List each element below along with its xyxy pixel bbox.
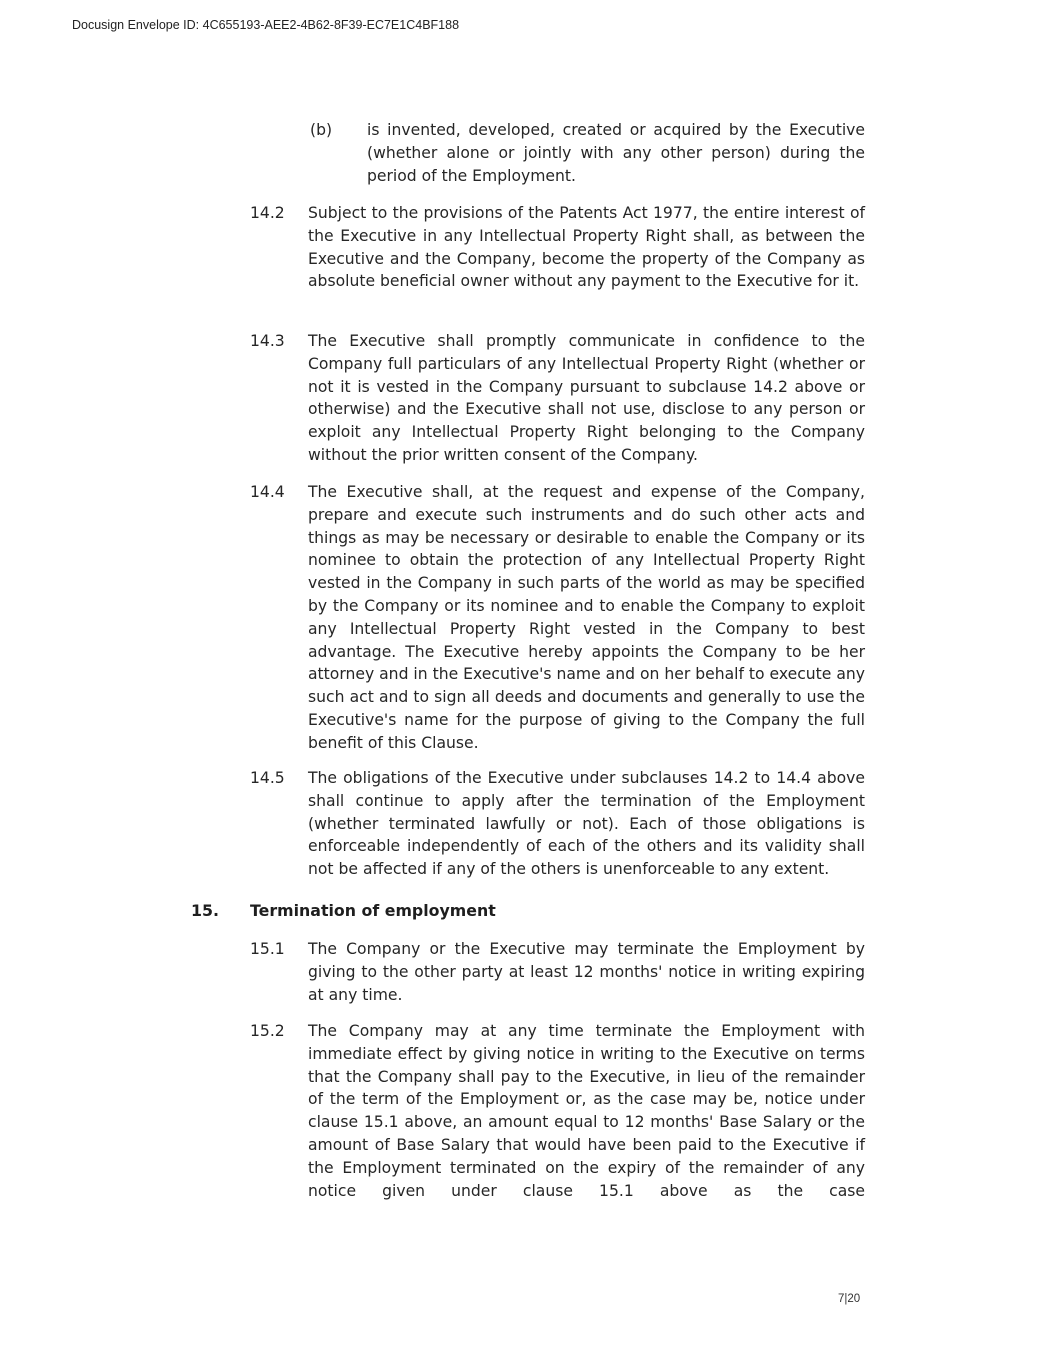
item-b-text: is invented, developed, created or acquired by the Executive (whether alone or jointly with any other person) during the period of the Employment. <box>367 121 865 185</box>
clause-14-4-number: 14.4 <box>250 483 285 501</box>
clause-15-number: 15. <box>191 901 219 920</box>
clause-14-5-number: 14.5 <box>250 769 285 787</box>
clause-14-2-number: 14.2 <box>250 204 285 222</box>
clause-15-1-number: 15.1 <box>250 940 285 958</box>
clause-15-1-text: The Company or the Executive may terminate the Employment by giving to the other party at least 12 months' notice in writing expiring at any time. <box>308 940 865 1004</box>
clause-15-2-text: The Company may at any time terminate the Employment with immediate effect by giving notice in writing to the Executive on terms that the Company shall pay to the Executive, in lieu of the remainder of the term of the Employment or, as the case may be, notice under clause 15.1 above, an amount equal to 12 months' Base Salary or the amount of Base Salary that would have been paid to the Executive if the Employment terminated on the expiry of the remainder of any notice given under clause 15.1 above as the case <box>308 1022 865 1200</box>
clause-15-title: Termination of employment <box>250 901 496 920</box>
clause-14-3-number: 14.3 <box>250 332 285 350</box>
clause-14-2-text: Subject to the provisions of the Patents Act 1977, the entire interest of the Executive in any Intellectual Property Right shall, as between the Executive and the Company, become the property of the Company as absolute beneficial owner without any payment to the Executive for it. <box>308 204 865 291</box>
clause-14-3-text: The Executive shall promptly communicate in confidence to the Company full particulars of any Intellectual Property Right (whether or not it is vested in the Company pursuant to subclause 14.2 above or otherwise) and the Executive shall not use, disclose to any person or exploit any Intellectual Property Right belonging to the Company without the prior written consent of the Company. <box>308 332 865 464</box>
clause-15-2-number: 15.2 <box>250 1022 285 1040</box>
clause-14-4-text: The Executive shall, at the request and expense of the Company, prepare and execute such instruments and do such other acts and things as may be necessary or desirable to enable the Company or its nominee to obtain the protection of any Intellectual Property Right vested in the Company in such parts of the world as may be specified by the Company or its nominee and to enable the Company to exploit any Intellectual Property Right vested in the Company to best advantage. The Executive hereby appoints the Company to be her attorney and in the Executive's name and on her behalf to execute any such act and to sign all deeds and documents and generally to use the Executive's name for the purpose of giving to the Company the full benefit of this Clause. <box>308 483 865 752</box>
clause-14-5-text: The obligations of the Executive under subclauses 14.2 to 14.4 above shall continue to apply after the termination of the Employment (whether terminated lawfully or not). Each of those obligations is enforceable independently of each of the others and its validity shall not be affected if any of the others is unenforceable to any extent. <box>308 769 865 879</box>
page-number: 7|20 <box>838 1293 861 1305</box>
docusign-envelope-id: Docusign Envelope ID: 4C655193-AEE2-4B62-8F39-EC7E1C4BF188 <box>72 18 460 32</box>
item-b-label: (b) <box>310 121 333 139</box>
